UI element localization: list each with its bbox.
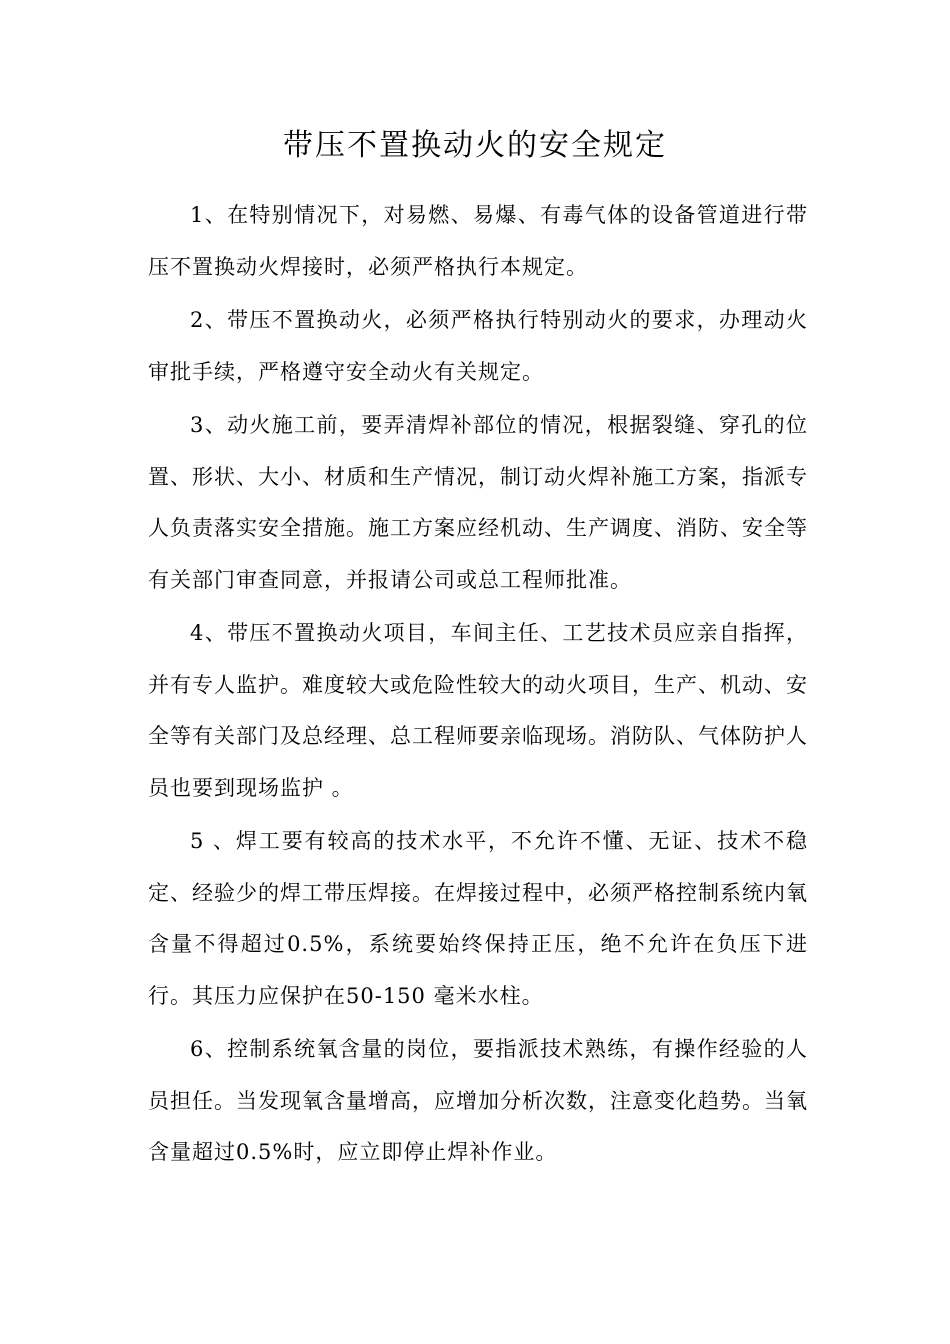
paragraph-5: 5 、焊工要有较高的技术水平，不允许不懂、无证、技术不稳定、经验少的焊工带压焊接。在焊接过程中，必须严格控制系统内氧含量不得超过0.5%，系统要始终保持正压，绝不允许在负压下进行。其压力应保护在50-150 毫米水柱。 — [148, 829, 808, 1008]
document-title: 带压不置换动火的安全规定 — [283, 128, 667, 163]
document-body — [148, 190, 808, 1181]
paragraph-4: 4、带压不置换动火项目，车间主任、工艺技术员应亲自指挥，并有专人监护。难度较大或危险性较大的动火项目，生产、机动、安全等有关部门及总经理、总工程师要亲临现场。消防队、气体防护人员也要到现场监护 。 — [148, 621, 808, 800]
paragraph-3: 3、动火施工前，要弄清焊补部位的情况，根据裂缝、穿孔的位置、形状、大小、材质和生产情况，制订动火焊补施工方案，指派专人负责落实安全措施。施工方案应经机动、生产调度、消防、安全等有关部门审查同意，并报请公司或总工程师批准。 — [148, 413, 808, 592]
paragraph-1: 1、在特别情况下，对易燃、易爆、有毒气体的设备管道进行带压不置换动火焊接时，必须严格执行本规定。 — [148, 203, 808, 279]
paragraph-6: 6、控制系统氧含量的岗位，要指派技术熟练，有操作经验的人员担任。当发现氧含量增高，应增加分析次数，注意变化趋势。当氧含量超过0.5%时，应立即停止焊补作业。 — [148, 1037, 808, 1164]
paragraph-2: 2、带压不置换动火，必须严格执行特别动火的要求，办理动火审批手续，严格遵守安全动火有关规定。 — [148, 308, 808, 384]
